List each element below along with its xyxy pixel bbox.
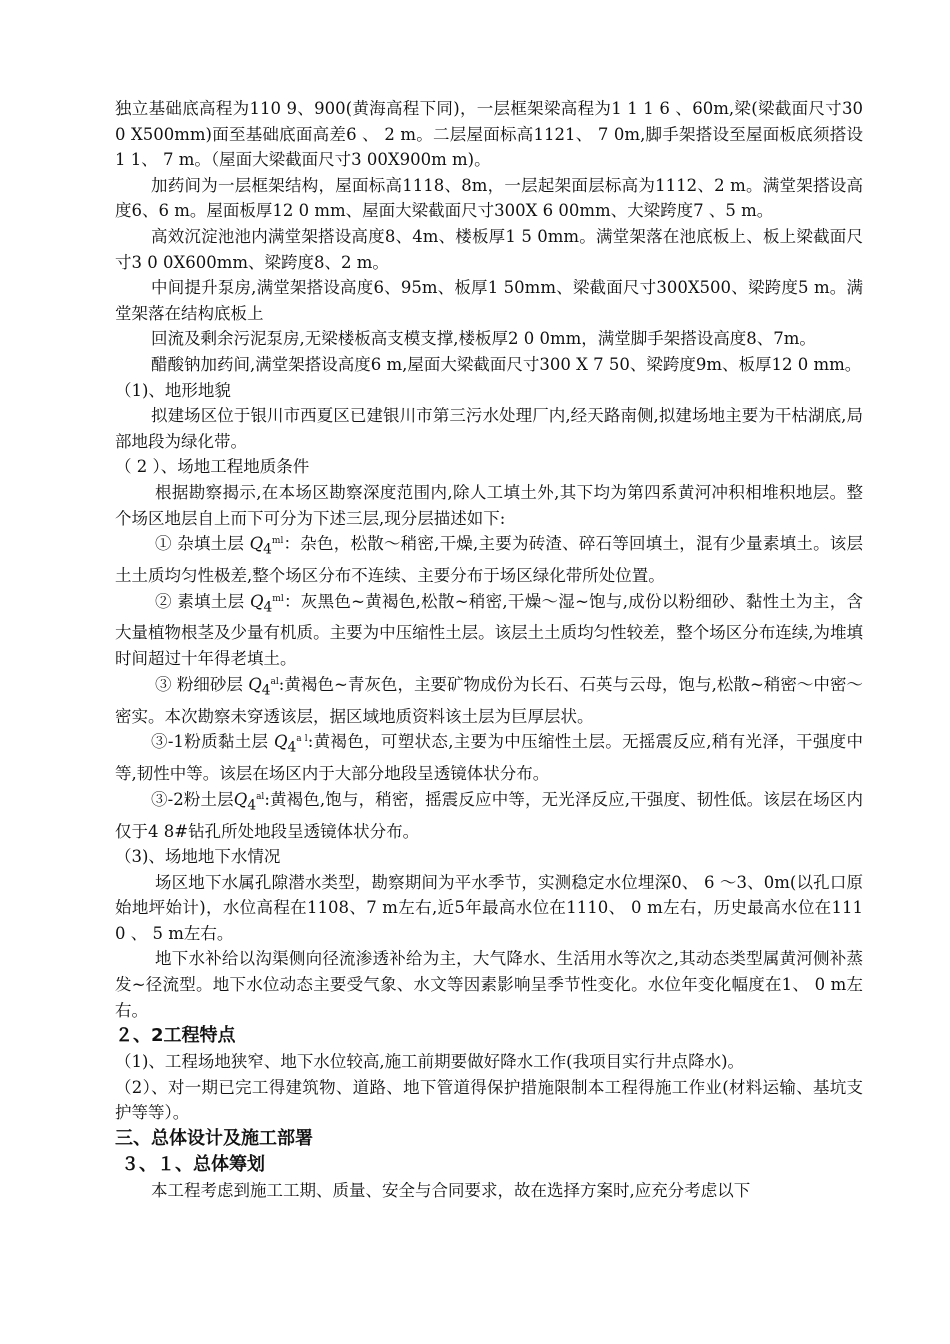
layer-symbol: Q bbox=[250, 591, 264, 611]
layer-item: ① 杂填土层 $Q_4^{ml}$：杂色，松散～稍密,干燥,主要为砖渣、碎石等回填土，混有少量素填土。该层土土质均匀性极差,整个场区分布不连续、主要分布于场区绿化带所处位置。 bbox=[115, 534, 864, 585]
paragraph-planning-intro: 本工程考虑到施工工期、质量、安全与合同要求，故在选择方案时,应充分考虑以下 bbox=[151, 1181, 751, 1201]
section-heading-project-features: ２、2工程特点 bbox=[115, 1025, 236, 1047]
layer-description: :黄褐色~青灰色，主要矿物成份为长石、石英与云母，饱与,松散~稍密～中密～密实。本次勘察未穿透该层，据区域地质资料该土层为巨厚层状。 bbox=[115, 674, 863, 726]
layer-symbol: Q bbox=[249, 534, 264, 554]
layer-item: ③-2粉土层$Q_4^{al}$:黄褐色,饱与，稍密，摇震反应中等，无光泽反应,干强度、韧性低。该层在场区内仅于4 8#钻孔所处地段呈透镜体状分布。 bbox=[115, 789, 863, 841]
paragraph-groundwater-type: 场区地下水属孔隙潜水类型，勘察期间为平水季节，实测稳定水位埋深0、 6 ～3、0m(以孔口原始地坪始计)，水位高程在1108、7 m左右,近5年最高水位在1110、 0 m左右，历史最高水位在111 0 、 5 m左右。 bbox=[115, 872, 863, 943]
section-heading-overall-planning: ３、１、总体筹划 bbox=[121, 1154, 265, 1176]
layer-name: 粉质黏土层 bbox=[183, 732, 269, 752]
paragraph-survey-summary: 根据勘察揭示,在本场区勘察深度范围内,除人工填土外,其下均为第四系黄河冲积相堆积地层。整个场区地层自上而下可分为下述三层,现分层描述如下: bbox=[115, 482, 863, 528]
layer-item: ③ 粉细砂层 $Q_4^{al}$:黄褐色~青灰色，主要矿物成份为长石、石英与云母，饱与,松散~稍密～中密～密实。本次勘察未穿透该层，据区域地质资料该土层为巨厚层状。 bbox=[115, 674, 863, 726]
paragraph-acetate-dosing-room: 醋酸钠加药间,满堂架搭设高度6 m,屋面大梁截面尺寸300 X 7 50、梁跨度9m、板厚12 0 mm。 bbox=[151, 354, 862, 374]
layer-description: ：杂色，松散～稍密,干燥,主要为砖渣、碎石等回填土，混有少量素填土。该层土土质均匀性极差,整个场区分布不连续、主要分布于场区绿化带所处位置。 bbox=[115, 534, 864, 585]
layer-description: :黄褐色,饱与，稍密，摇震反应中等，无光泽反应,干强度、韧性低。该层在场区内仅于4 8#钻孔所处地段呈透镜体状分布。 bbox=[115, 789, 863, 841]
layer-name: 粉土层 bbox=[183, 789, 234, 809]
section-heading-overall-design: 三、总体设计及施工部署 bbox=[115, 1128, 313, 1150]
layer-symbol: Q bbox=[233, 789, 248, 809]
layer-description: :黄褐色，可塑状态,主要为中压缩性土层。无摇震反应,稍有光泽，干强度中等,韧性中等。该层在场区内于大部分地段呈透镜体状分布。 bbox=[115, 732, 863, 784]
paragraph-sedimentation-tank: 高效沉淀池池内满堂架搭设高度8、4m、楼板厚1 5 0mm。满堂架落在池底板上、板上梁截面尺寸3 0 0X600mm、梁跨度8、2 m。 bbox=[115, 226, 863, 272]
paragraph-site-location: 拟建场区位于银川市西夏区已建银川市第三污水处理厂内,经天路南侧,拟建场地主要为干枯湖底,局部地段为绿化带。 bbox=[115, 406, 863, 451]
paragraph-sludge-pump-room: 回流及剩余污泥泵房,无梁楼板高支模支撑,楼板厚2 0 0mm，满堂脚手架搭设高度8、7m。 bbox=[151, 329, 816, 349]
layer-number: ② bbox=[155, 591, 172, 611]
heading-geology: （ 2 ）、场地工程地质条件 bbox=[115, 457, 310, 477]
layer-item: ③-1粉质黏土层 $Q_4^{a l}$:黄褐色，可塑状态,主要为中压缩性土层。无摇震反应,稍有光泽，干强度中等,韧性中等。该层在场区内于大部分地段呈透镜体状分布。 bbox=[115, 732, 863, 784]
paragraph-feature-2: （2）、对一期已完工得建筑物、道路、地下管道得保护措施限制本工程得施工作业(材料运输、基坑支护等等）。 bbox=[115, 1077, 863, 1123]
layer-symbol: Q bbox=[248, 674, 262, 694]
paragraph-dosing-room: 加药间为一层框架结构，屋面标高1118、8m，一层起架面层标高为1112、2 m。满堂架搭设高度6、6 m。屋面板厚12 0 mm、屋面大梁截面尺寸300X 6 00mm、大梁跨度7 、5 m。 bbox=[115, 175, 863, 221]
layer-number: ③ bbox=[155, 674, 172, 694]
layer-description: ：灰黑色~黄褐色,松散~稍密,干燥～湿~饱与,成份以粉细砂、黏性土为主，含大量植物根茎及少量有机质。主要为中压缩性土层。该层土土质均匀性较差，整个场区分布连续,为堆填时间超过十年得老填土。 bbox=[115, 591, 864, 669]
paragraph-feature-1: （1)、工程场地狭窄、地下水位较高,施工前期要做好降水工作(我项目实行井点降水)。 bbox=[115, 1052, 745, 1072]
layer-name: 粉细砂层 bbox=[176, 674, 243, 694]
heading-terrain: （1)、地形地貌 bbox=[115, 380, 231, 400]
document-page bbox=[115, 96, 863, 1204]
layer-name: 素填土层 bbox=[177, 591, 245, 611]
layer-number: ③-2 bbox=[151, 789, 184, 809]
paragraph-lift-pump-room: 中间提升泵房,满堂架搭设高度6、95m、板厚1 50mm、梁截面尺寸300X500、梁跨度5 m。满堂架落在结构底板上 bbox=[115, 278, 863, 323]
layer-number: ③-1 bbox=[151, 732, 184, 752]
layer-number: ① bbox=[155, 534, 172, 554]
paragraph-foundation-elevation: 独立基础底高程为110 9、900(黄海高程下同)，一层框架梁高程为1 1 1 6 、60m,梁(梁截面尺寸30 0 X500mm)面至基础底面高差6 、 2 m。二层屋面标高1121、 7 0m,脚手架搭设至屋面板底须搭设1 1、 7 m。（屋面大梁截面尺寸3 00X900m m)。 bbox=[115, 99, 863, 170]
layer-symbol: Q bbox=[273, 732, 288, 752]
heading-groundwater: （3)、场地地下水情况 bbox=[115, 847, 281, 867]
layer-name: 杂填土层 bbox=[177, 534, 245, 554]
layer-item: ② 素填土层 $Q_4^{ml}$：灰黑色~黄褐色,松散~稍密,干燥～湿~饱与,成份以粉细砂、黏性土为主，含大量植物根茎及少量有机质。主要为中压缩性土层。该层土土质均匀性较差，整个场区分布连续,为堆填时间超过十年得老填土。 bbox=[115, 591, 864, 669]
paragraph-groundwater-recharge: 地下水补给以沟渠侧向径流渗透补给为主，大气降水、生活用水等次之,其动态类型属黄河侧补蒸发~径流型。地下水位动态主要受气象、水文等因素影响呈季节性变化。水位年变化幅度在1、 0 m左右。 bbox=[115, 949, 863, 1020]
